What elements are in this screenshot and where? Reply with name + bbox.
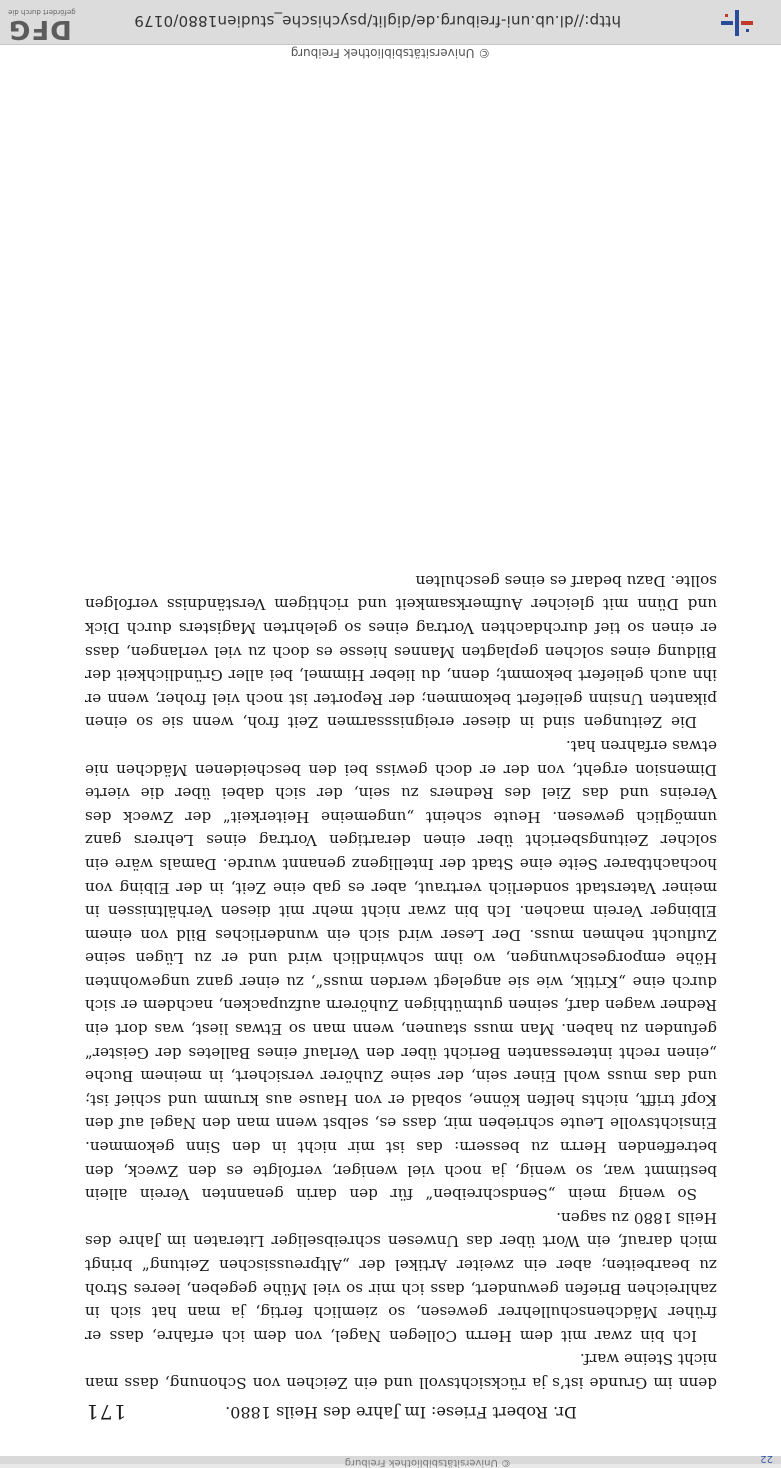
book-page [85,568,717,1430]
body-text [85,568,717,1394]
viewer-source-bar [0,0,781,45]
source-url-link[interactable]: http://dl.ub.uni-freiburg.de/diglit/psychische_studien1880/0179 [134,12,621,30]
running-head-title: Dr. Robert Friese: Im Jahre des Heils 1880. [225,1403,577,1422]
paragraph: Die Zeitungen sind in dieser ereignisssarmen Zeit froh, wenn sie so einen pikanten Unsinn geliefert bekommen; der Reporter ist noch viel froher, wenn er ihn auch geliefert bekommt; denn, du lieber Himmel, bei aller Gründlichkeit der Bildung eines solchen geplagten Mannes hiesse es doch zu viel verlangen, dass er einen so tief durchdachten Vortrag eines so gelehrten Magisters durch Dick und Dünn mit gleicher Aufmerksamkeit und richtigem Verständniss verfolgen sollte. Dazu bedarf es eines geschulten [85,571,717,732]
top-strip-text: © Universitätsbibliothek Freiburg [344,1457,511,1468]
page-badge: 22 [760,1453,773,1464]
paragraph: denn im Grunde ist’s ja rücksichtsvoll und ein Zeichen von Schonung, dass man nicht Steine warf. [85,1350,717,1392]
copyright-notice: © Universitätsbibliothek Freiburg [290,46,491,60]
dfg-logo-caption: gefördert durch die [8,8,76,16]
dfg-logo-mark: DFG [8,14,72,44]
paragraph: Ich bin zwar mit dem Herrn Collegen Nagel, von dem ich erfahre, dass er früher Mädchenschullehrer gewesen, so ziemlich fertig, ja man hat sich in zahlreichen Briefen gewundert, dass ich mir so viel Mühe gegeben, leeres Stroh zu bearbeiten; aber ein zweiter Artikel der „Altpreussischen Zeitung“ bringt mich darauf, ein Wort über das Unwesen schreibseliger Literaten im Jahre des Heils 1880 zu sagen. [85,1208,717,1345]
page-number: 171 [85,1400,127,1424]
library-logo-icon [717,8,757,38]
paragraph: So wenig mein „Sendschreiben“ für den darin genannten Verein allein bestimmt war, so wenig, ja noch viel weniger, verfolgte es den Zweck, den betreffenden Herrn zu bessern: das ist mir nicht in den Sinn gekommen. Einsichtsvolle Leute schrieben mir, dass es, selbst wenn man den Nagel auf den Kopf trifft, nichts helfen könne, sobald er von Hause aus krumm und schief ist; und das muss wohl Einer sein, der seine Zuhörer versichert, in meinem Buche „einen recht interessanten Bericht über den Verlauf eines Balletes der Geister“ gefunden zu haben. Man muss staunen, wenn man so Etwas liest, was dort ein Redner wagen darf, seinen gutmüthigen Zuhörern aufzupacken, nachdem er sich durch eine „Kritik, wie sie angelegt werden muss“, zu einer ganz ungewohnten Höhe emporgeschwungen, wo ihm schwindlich wird und er zu Lügen seine Zuflucht nehmen muss. Der Leser wird sich ein wunderliches Bild von einem Elbinger Verein machen. Ich bin zwar nicht mehr mit diesen Verhältnissen in meiner Vaterstadt sonderlich vertraut, aber es gab eine Zeit, in der Elbing von hochachtbarer Seite eine Stadt der Intelligenz genannt wurde. Damals wäre ein solcher Zeitungsbericht über einen derartigen Vortrag eines Lehrers ganz unmöglich gewesen. Heute scheint „ungemeine Heiterkeit“ der Zweck des Vereins und das Ziel des Redners zu sein, der sich dabei über die vierte Dimension ergeht, von der er doch gewiss bei den bescheidenen Mädchen nie etwas erfahren hat. [85,736,717,1204]
dfg-logo [8,6,88,42]
viewer-top-strip [0,1453,781,1468]
running-head [85,1394,717,1430]
